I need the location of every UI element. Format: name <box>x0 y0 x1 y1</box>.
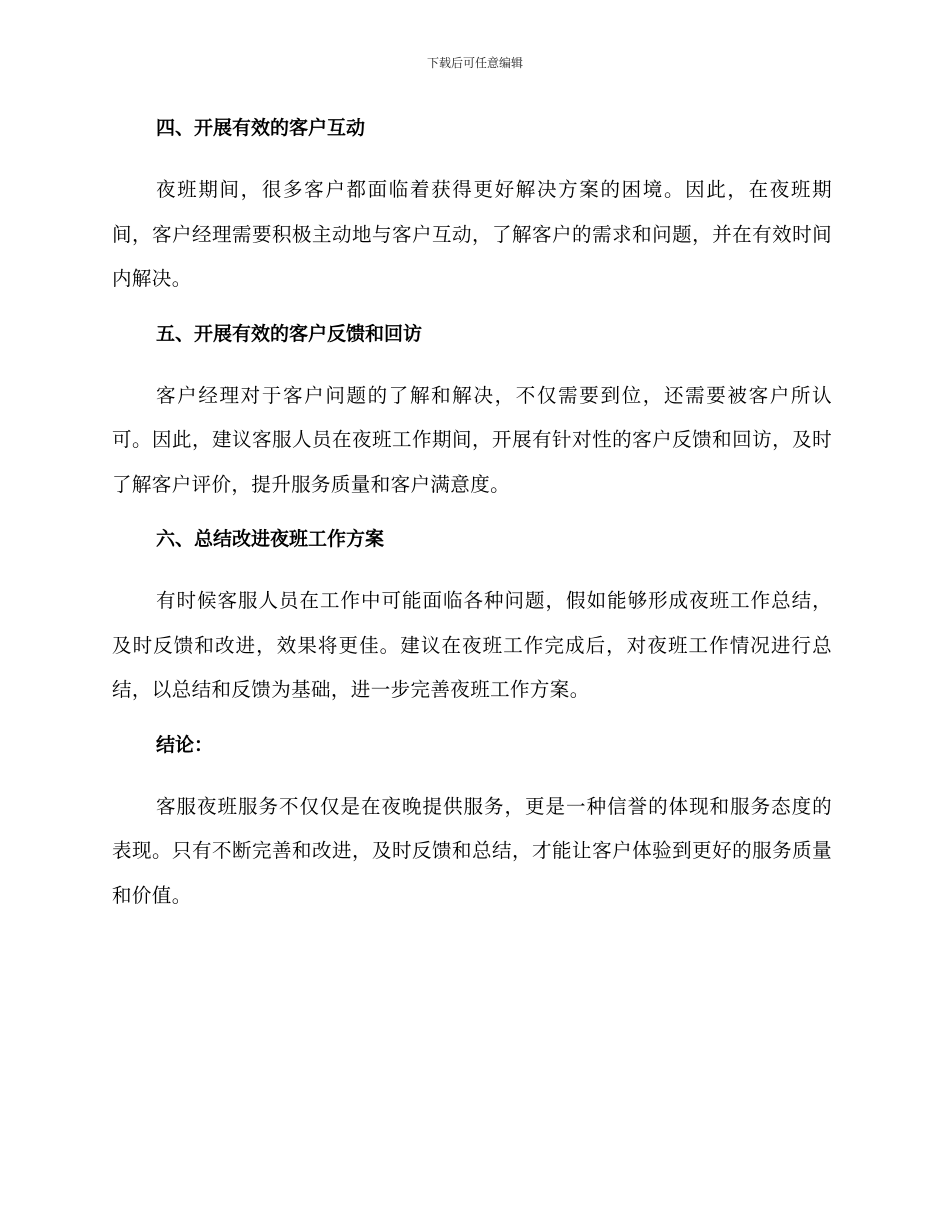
section-5 <box>112 316 832 508</box>
section-heading: 结论： <box>156 733 214 756</box>
section-heading: 六、总结改进夜班工作方案 <box>156 528 385 550</box>
section-heading: 五、开展有效的客户反馈和回访 <box>156 322 423 345</box>
page-header: 下载后可任意编辑 <box>426 56 523 70</box>
section-paragraph: 有时候客服人员在工作中可能面临各种问题，假如能够形成夜班工作总结，及时反馈和改进，效果将更佳。建议在夜班工作完成后，对夜班工作情况进行总结，以总结和反馈为基础，进一步完善夜班工作方案。 <box>112 589 832 701</box>
section-paragraph: 客服夜班服务不仅仅是在夜晚提供服务，更是一种信誉的体现和服务态度的表现。只有不断完善和改进，及时反馈和总结，才能让客户体验到更好的服务质量和价值。 <box>112 794 832 907</box>
section-paragraph: 客户经理对于客户问题的了解和解决，不仅需要到位，还需要被客户所认可。因此，建议客服人员在夜班工作期间，开展有针对性的客户反馈和回访，及时了解客户评价，提升服务质量和客户满意度。 <box>112 383 832 496</box>
section-heading: 四、开展有效的客户互动 <box>156 117 366 139</box>
section-conclusion <box>112 727 832 919</box>
section-paragraph: 夜班期间，很多客户都面临着获得更好解决方案的困境。因此，在夜班期间，客户经理需要积极主动地与客户互动，了解客户的需求和问题，并在有效时间内解决。 <box>112 178 832 290</box>
section-4 <box>112 110 832 302</box>
document-body <box>112 110 832 932</box>
section-6 <box>112 521 832 713</box>
